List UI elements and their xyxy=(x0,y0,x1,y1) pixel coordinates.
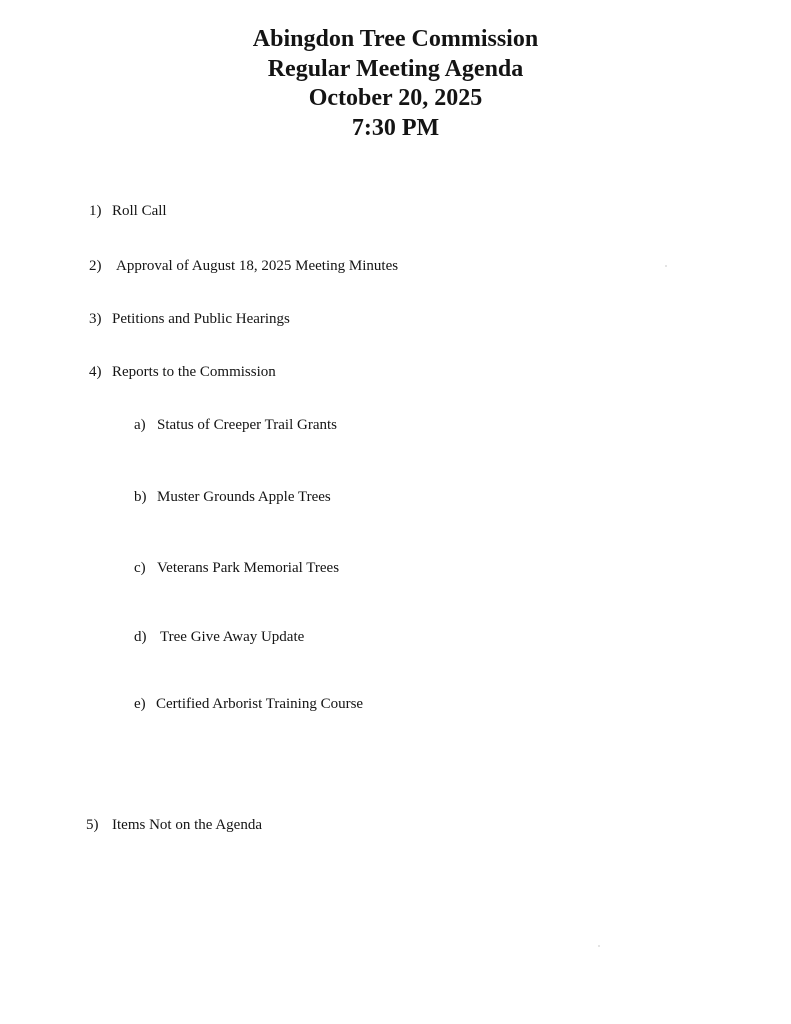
agenda-item-number: 5) xyxy=(86,817,99,833)
agenda-item-reports xyxy=(89,363,276,381)
agenda-item-number: 2) xyxy=(89,258,102,274)
agenda-subitem-text: Muster Grounds Apple Trees xyxy=(157,489,331,505)
agenda-header xyxy=(0,25,791,143)
scan-speck xyxy=(598,945,600,947)
agenda-item-text: Approval of August 18, 2025 Meeting Minutes xyxy=(116,258,399,274)
agenda-subitem-text: Veterans Park Memorial Trees xyxy=(157,560,340,576)
organization-name: Abingdon Tree Commission xyxy=(252,26,539,52)
agenda-subitem-letter: e) xyxy=(134,696,146,712)
agenda-item-text: Roll Call xyxy=(112,203,167,219)
meeting-time: 7:30 PM xyxy=(351,114,440,141)
document-title: Regular Meeting Agenda xyxy=(267,55,524,82)
meeting-date: October 20, 2025 xyxy=(308,85,483,111)
agenda-subitem-give-away xyxy=(134,628,304,646)
agenda-subitem-letter: a) xyxy=(134,417,146,433)
agenda-item-number: 3) xyxy=(89,311,102,327)
agenda-item-text: Reports to the Commission xyxy=(112,364,276,380)
agenda-subitem-apple-trees xyxy=(134,488,331,506)
agenda-item-text: Petitions and Public Hearings xyxy=(112,311,290,327)
agenda-item-roll-call xyxy=(89,202,167,220)
agenda-subitem-text: Status of Creeper Trail Grants xyxy=(157,417,337,433)
agenda-item-petitions xyxy=(89,310,290,328)
agenda-subitem-letter: d) xyxy=(134,629,147,645)
agenda-subitem-text: Certified Arborist Training Course xyxy=(156,696,364,712)
agenda-subitem-letter: c) xyxy=(134,560,146,576)
agenda-subitem-creeper-trail xyxy=(134,416,337,434)
agenda-subitem-text: Tree Give Away Update xyxy=(160,629,305,645)
agenda-subitem-arborist-course xyxy=(134,695,363,713)
agenda-item-text: Items Not on the Agenda xyxy=(112,817,262,833)
agenda-subitem-letter: b) xyxy=(134,489,147,505)
agenda-subitem-memorial-trees xyxy=(134,559,339,577)
agenda-item-not-on-agenda xyxy=(86,816,262,834)
agenda-item-approval-minutes xyxy=(89,257,398,275)
scan-speck xyxy=(665,265,667,267)
agenda-item-number: 4) xyxy=(89,364,102,380)
agenda-item-number: 1) xyxy=(89,203,102,219)
